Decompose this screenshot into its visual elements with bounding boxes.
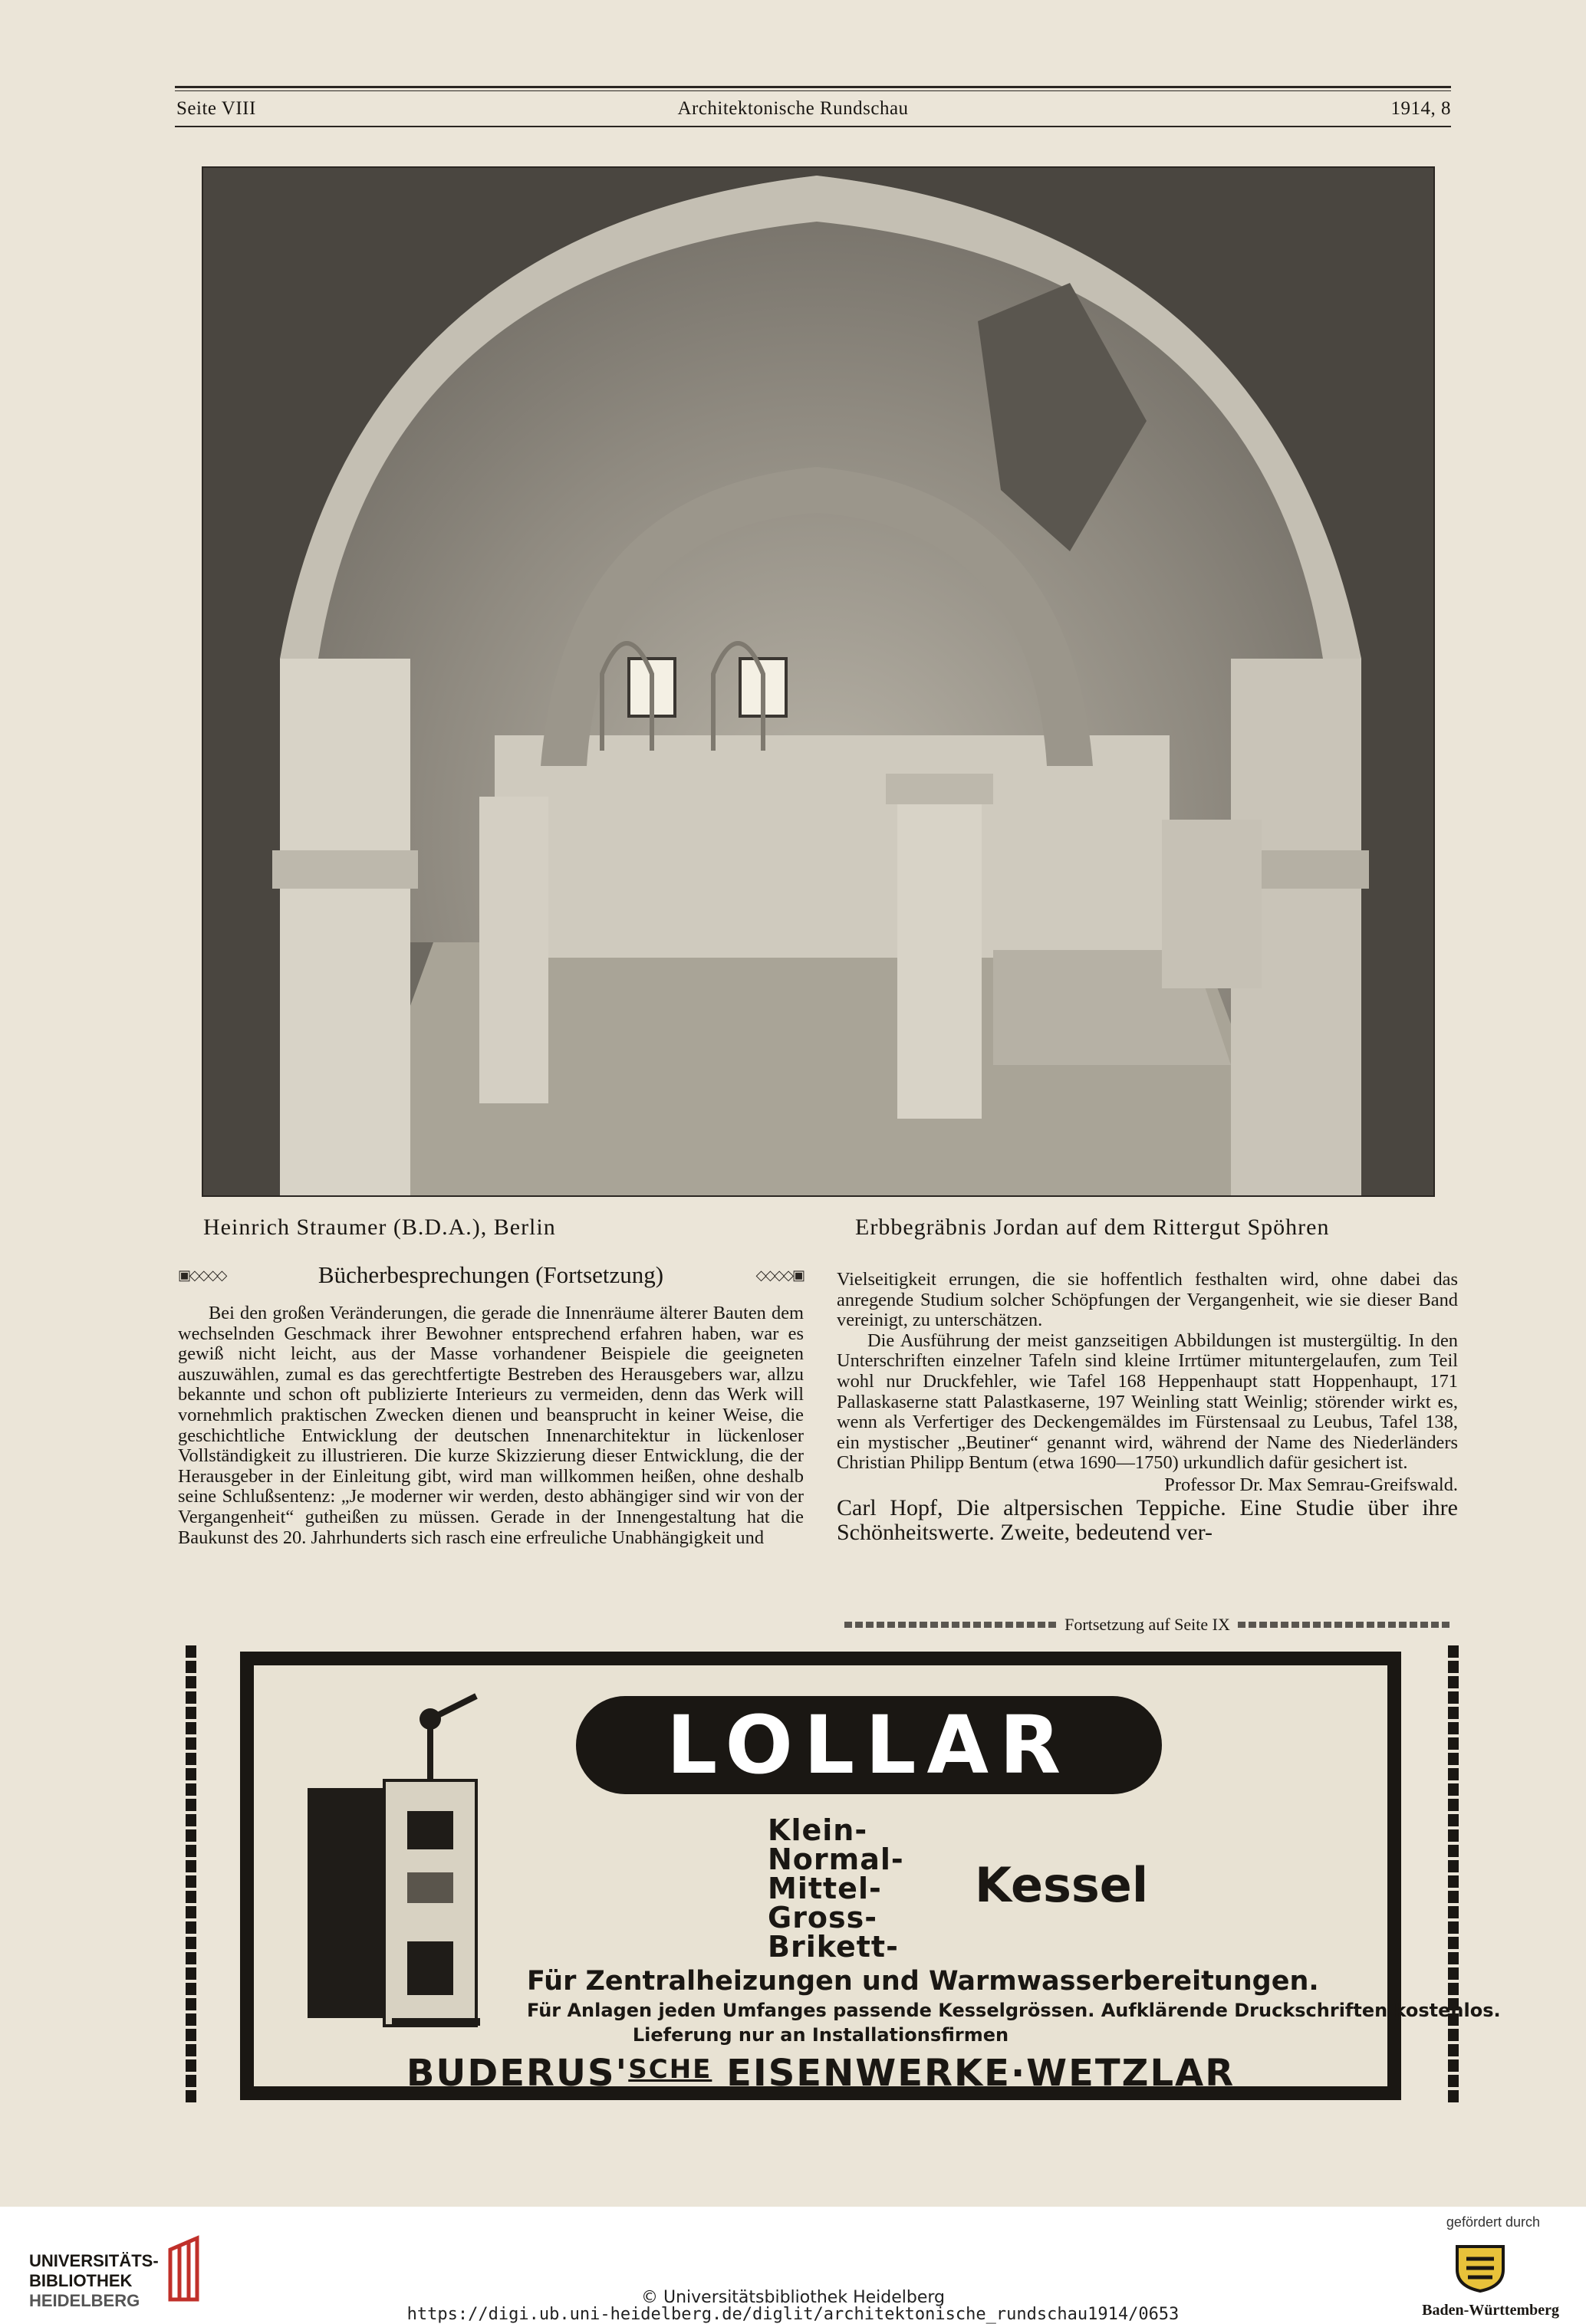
product-name: Kessel (975, 1857, 1149, 1913)
article-paragraph: Vielseitigkeit errungen, die sie hoffentlich festhalten wird, ohne dabei das anregende Studium solcher Schöpfungen der Vergangenheit, wie sie dieser Band vereinigt, zu unterschätzen. (837, 1269, 1458, 1331)
ornament-dashes (844, 1622, 1057, 1628)
library-name-line: HEIDELBERG (29, 2291, 140, 2310)
boiler-type: Klein- (768, 1813, 868, 1847)
crypt-photograph (202, 166, 1435, 1197)
copyright-notice: © Universitätsbibliothek Heidelberg (640, 2288, 945, 2307)
ornament-right-icon: ◇◇◇◇▣ (755, 1267, 804, 1283)
boiler-type: Brikett- (768, 1930, 899, 1964)
boiler-type: Gross- (768, 1901, 878, 1934)
ad-delivery-note: Lieferung nur an Installationsfirmen (632, 2024, 1009, 2046)
boiler-type: Normal- (768, 1842, 904, 1876)
ad-detail: Für Anlagen jeden Umfanges passende Kesselgrössen. Aufklärende Druckschriften kostenlos. (527, 2000, 1501, 2021)
header-bottom-rule (175, 126, 1451, 127)
continuation-text: Fortsetzung auf Seite IX (1064, 1615, 1230, 1634)
page-number: Seite VIII (176, 98, 256, 119)
company-name-part: BUDERUS' (406, 2052, 629, 2095)
photo-caption-subject: Erbbegräbnis Jordan auf dem Rittergut Spöhren (855, 1215, 1330, 1240)
article-paragraph: Die Ausführung der meist ganzseitigen Abbildungen ist mustergültig. In den Unterschriften einzelner Tafeln sind kleine Irrtümer mituntergelaufen, zum Teil wohl nur Druckfehler, wie Tafel 168 Heppenhaupt statt Hoppenhaupt, 171 Pallaskaserne statt Palastkaserne, 197 Weinling statt Weinlig; störender wirkt es, wenn als Verfertiger des Deckengemäldes im Fürstensaal zu Leubus, Tafel 138, ein mystischer „Beutiner“ genannt wird, während der Name des Niederländers Christian Philipp Bentum (etwa 1690—1750) urkundlich dafür gesichert ist. (837, 1330, 1458, 1474)
ad-tagline: Für Zentralheizungen und Warmwasserbereitungen. (527, 1966, 1319, 1997)
ad-side-bar (186, 1645, 196, 2104)
funder-name: Baden-Württemberg (1422, 2302, 1559, 2319)
baden-wuerttemberg-crest-icon[interactable] (1449, 2239, 1511, 2293)
brand-logo: LOLLAR (576, 1696, 1162, 1794)
journal-title: Architektonische Rundschau (677, 98, 909, 119)
ornament-dashes (1238, 1622, 1450, 1628)
boiler-types (768, 1813, 904, 1964)
permalink[interactable]: https://digi.ub.uni-heidelberg.de/diglit/architektonische_rundschau1914/0653 (406, 2305, 1180, 2324)
company-name-part: EISENWERKE·WETZLAR (712, 2052, 1236, 2095)
article-right-column (837, 1270, 1458, 1545)
continuation-note (837, 1615, 1458, 1635)
book-entry: Carl Hopf, Die altpersischen Teppiche. Eine Studie über ihre Schönheitswerte. Zweite, bedeutend ver- (837, 1494, 1458, 1545)
advertisement (240, 1652, 1501, 2100)
funding-label: gefördert durch (1446, 2214, 1540, 2230)
article-paragraph: Bei den großen Veränderungen, die gerade die Innenräume älterer Bauten dem wechselnden Geschmack ihrer Bewohner entsprechend erfahren haben, war es gewiß nicht leicht, aus der Masse vorhandener Beispiele die geeigneten auszuwählen, zumal es das gerechtfertigte Bestreben des Herausgebers war, allzu bekannte und schon oft publizierte Interieurs zu vermeiden, denn das Werk will vornehmlich praktischen Zwecken dienen und beansprucht in keiner Weise, die geschichtliche Entwicklung der deutschen Innenarchitektur in lückenloser Vollständigkeit zu illustrieren. Die kurze Skizzierung dieser Entwicklung, die der Herausgeber in der Einleitung gibt, wird man willkommen heißen, ohne deshalb seine Schlußsentenz: „Je moderner wir werden, desto abhängiger sind wir von der Vergangenheit“ gutheißen zu müssen. Gerade in der Innengestaltung hat die Baukunst des 20. Jahrhunderts sich rasch eine erfreuliche Unabhängigkeit und (178, 1303, 804, 1548)
library-name-line: UNIVERSITÄTS- (29, 2251, 159, 2270)
section-heading-row (178, 1261, 804, 1293)
section-title: Bücherbesprechungen (Fortsetzung) (318, 1261, 664, 1288)
boiler-illustration-icon (300, 1688, 499, 2041)
review-signature: Professor Dr. Max Semrau-Greifswald. (1164, 1474, 1458, 1495)
ornament-left-icon: ▣◇◇◇◇ (178, 1267, 226, 1283)
library-name-line: BIBLIOTHEK (29, 2271, 133, 2290)
photo-caption-architect: Heinrich Straumer (B.D.A.), Berlin (203, 1215, 556, 1240)
ad-company (254, 2052, 1387, 2095)
company-name-suffix: SCHE (628, 2054, 712, 2085)
ad-side-bar (1448, 1645, 1459, 2104)
boiler-type: Mittel- (768, 1872, 882, 1905)
header-top-rule-thin (175, 90, 1451, 91)
issue-number: 1914, 8 (1390, 98, 1451, 119)
header-top-rule (175, 86, 1451, 88)
article-left-column (178, 1303, 804, 1548)
